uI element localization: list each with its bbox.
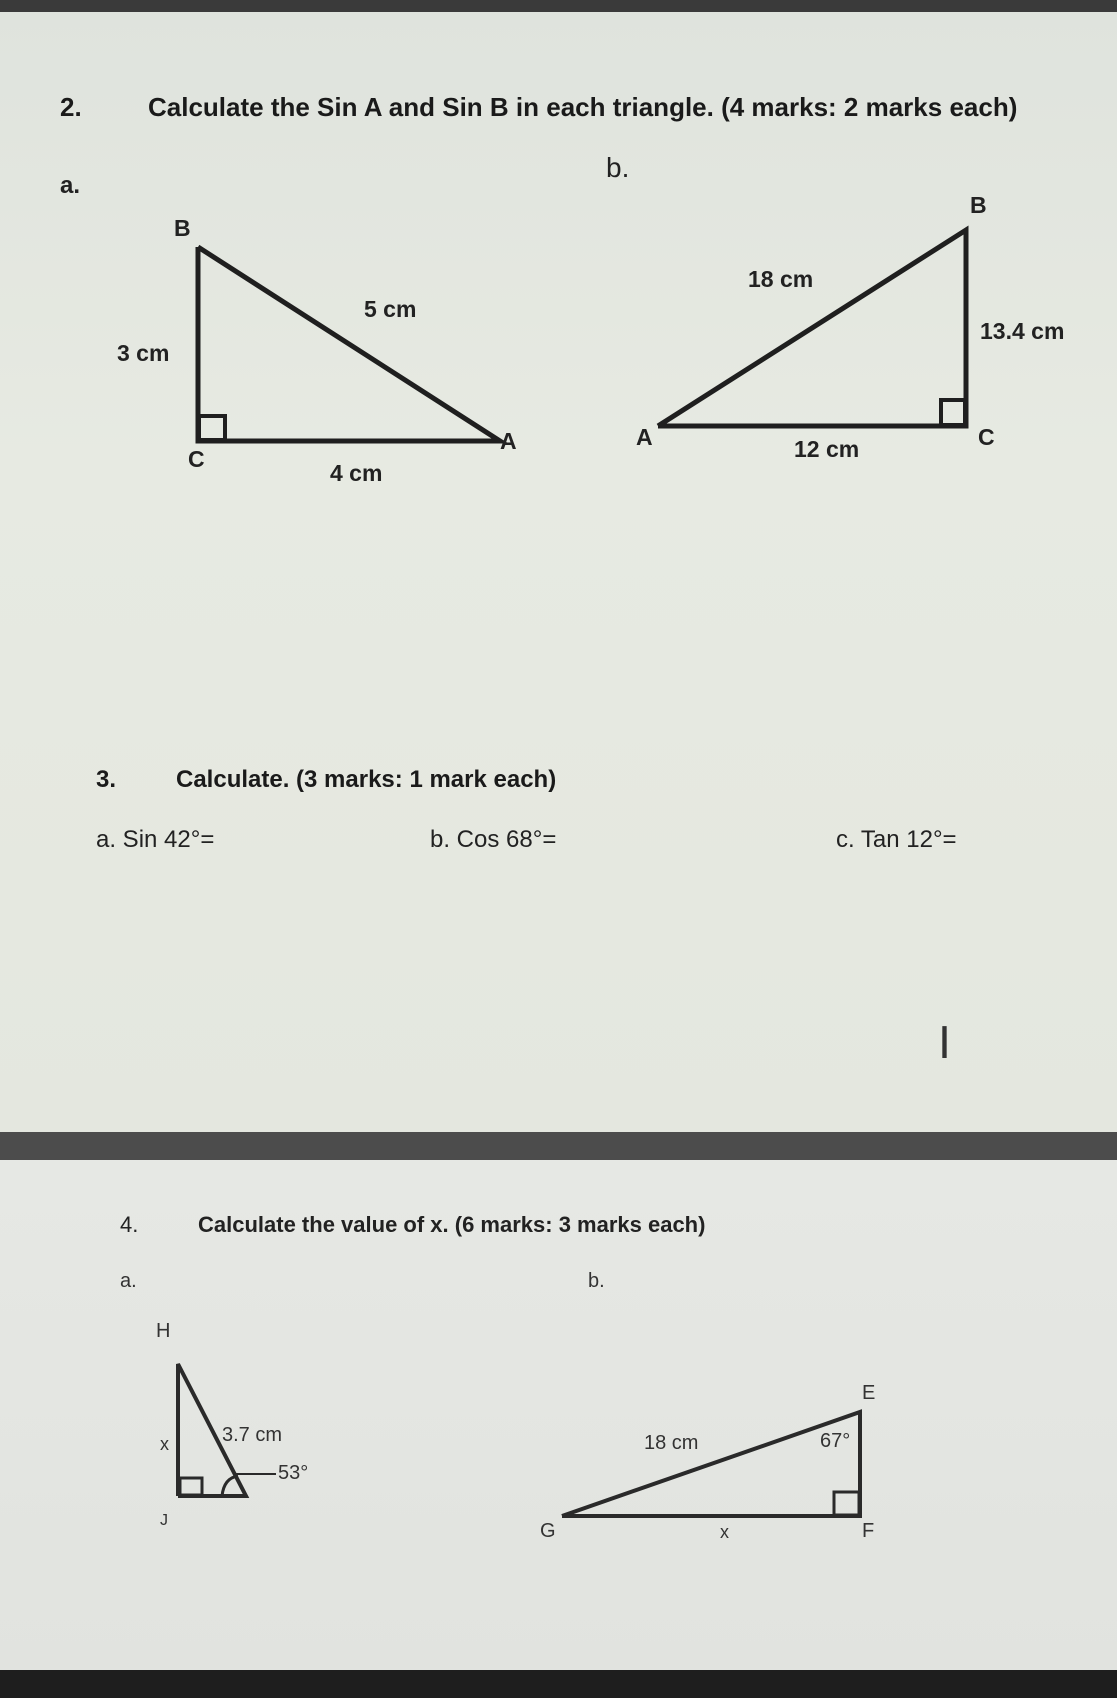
q4a-angle: 53° (278, 1462, 309, 1484)
q2a-side-hyp: 5 cm (364, 296, 417, 322)
q2b-vertex-b: B (970, 192, 987, 218)
q3-item-c: c. Tan 12°= (836, 826, 957, 853)
q4b-angle: 67° (820, 1430, 851, 1452)
q2a-label: a. (60, 172, 81, 199)
q2b-side-hyp: 18 cm (748, 266, 814, 292)
q4a-side-x: x (160, 1434, 169, 1454)
q2a-vertex-b: B (174, 215, 191, 241)
q2b-side-base: 12 cm (794, 436, 860, 462)
q3-item-b: b. Cos 68°= (430, 826, 557, 853)
q2b-vertex-a: A (636, 424, 653, 450)
q3-item-a: a. Sin 42°= (96, 826, 215, 853)
q4-heading: Calculate the value of x. (6 marks: 3 marks each) (198, 1212, 706, 1237)
q2b-side-vertical: 13.4 cm (980, 318, 1065, 344)
q2-number: 2. (60, 92, 82, 122)
right-angle-marker-4b (834, 1492, 859, 1515)
q3-heading: Calculate. (3 marks: 1 mark each) (176, 766, 557, 793)
q2b-label: b. (606, 152, 630, 183)
right-angle-marker-4a (180, 1478, 202, 1495)
q4a-label: a. (120, 1270, 137, 1292)
q2-heading: Calculate the Sin A and Sin B in each triangle. (4 marks: 2 marks each) (148, 92, 1018, 122)
q4b-vertex-e: E (862, 1382, 876, 1404)
q2a-vertex-c: C (188, 446, 205, 472)
q4b-side-x: x (720, 1522, 729, 1542)
q4b-label: b. (588, 1270, 605, 1292)
q4b-vertex-g: G (540, 1520, 556, 1542)
q4-number: 4. (120, 1212, 139, 1237)
q4b-vertex-f: F (862, 1520, 875, 1542)
q4a-side-hyp: 3.7 cm (222, 1424, 283, 1446)
triangle-4b (562, 1412, 860, 1516)
q4a-vertex-j: J (160, 1512, 168, 1529)
q2a-side-base: 4 cm (330, 460, 383, 486)
q4b-side-hyp: 18 cm (644, 1432, 699, 1454)
q2b-vertex-c: C (978, 424, 995, 450)
q2a-side-vertical: 3 cm (117, 340, 170, 366)
text-cursor-icon: I (938, 1018, 951, 1069)
q4a-vertex-h: H (156, 1320, 171, 1342)
q3-number: 3. (96, 766, 117, 793)
q2a-vertex-a: A (500, 428, 517, 454)
